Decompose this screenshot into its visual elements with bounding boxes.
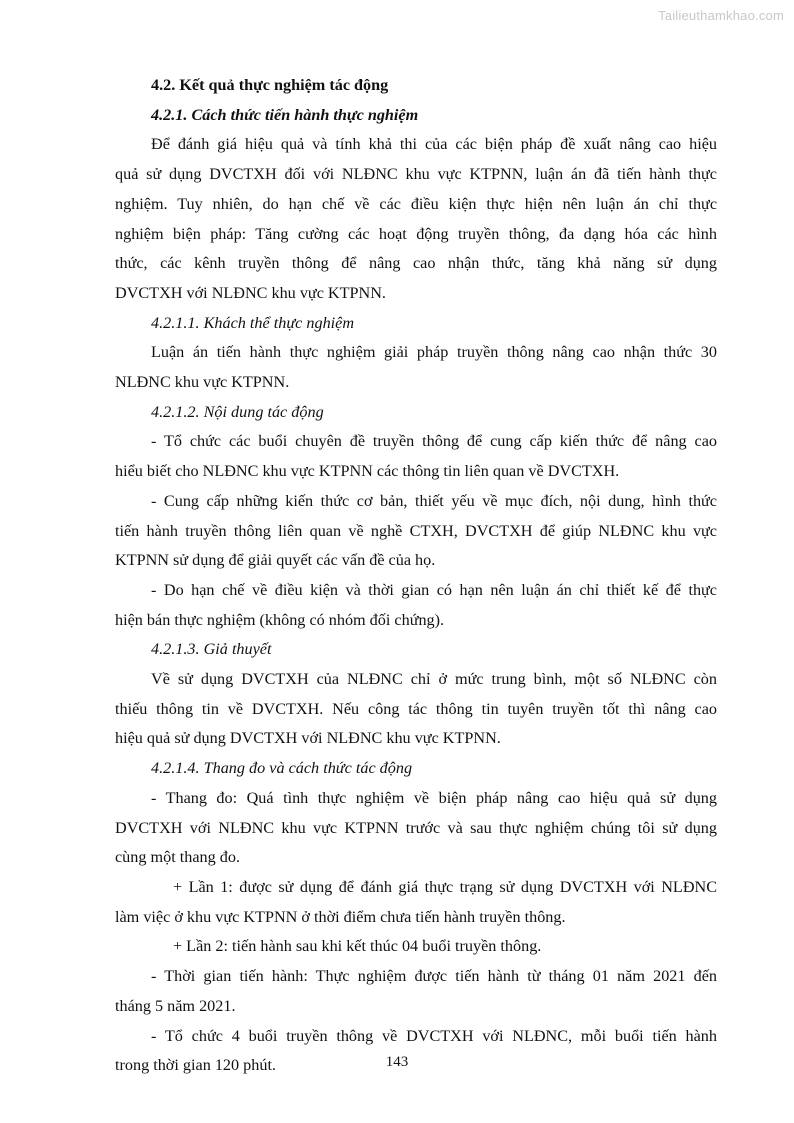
- paragraph-line: nghiệm biện pháp: Tăng cường các hoạt động truyền thông, đa dạng hóa các hình: [115, 224, 717, 243]
- paragraph-line: - Tổ chức các buổi chuyên đề truyền thông để cung cấp kiến thức để nâng cao: [151, 432, 717, 451]
- paragraph-line: KTPNN sử dụng để giải quyết các vấn đề của họ.: [115, 551, 436, 570]
- paragraph-line: + Lần 2: tiến hành sau khi kết thúc 04 buổi truyền thông.: [173, 937, 542, 956]
- paragraph-line: - Tổ chức 4 buổi truyền thông về DVCTXH với NLĐNC, mỗi buổi tiến hành: [151, 1026, 717, 1045]
- section-heading-4-2: 4.2. Kết quả thực nghiệm tác động: [151, 76, 389, 94]
- paragraph-line: - Thời gian tiến hành: Thực nghiệm được tiến hành từ tháng 01 năm 2021 đến: [151, 967, 717, 986]
- paragraph-line: nghiệm. Tuy nhiên, do hạn chế về các điều kiện thực hiện nên luận án chỉ thực: [115, 194, 717, 213]
- paragraph-line: Để đánh giá hiệu quả và tính khả thi của các biện pháp đề xuất nâng cao hiệu: [151, 135, 717, 154]
- subsection-heading-4-2-1-4: 4.2.1.4. Thang đo và cách thức tác động: [151, 759, 413, 778]
- paragraph-line: trong thời gian 120 phút.: [115, 1056, 276, 1075]
- paragraph-line: - Thang đo: Quá tình thực nghiệm về biện pháp nâng cao hiệu quả sử dụng: [151, 788, 717, 807]
- paragraph-line: hiểu biết cho NLĐNC khu vực KTPNN các thông tin liên quan về DVCTXH.: [115, 462, 620, 481]
- paragraph-line: tháng 5 năm 2021.: [115, 996, 236, 1015]
- subsection-heading-4-2-1-3: 4.2.1.3. Giả thuyết: [151, 640, 272, 659]
- paragraph-line: NLĐNC khu vực KTPNN.: [115, 373, 290, 392]
- paragraph-line: hiệu quả sử dụng DVCTXH với NLĐNC khu vực KTPNN.: [115, 729, 501, 748]
- paragraph-line: - Do hạn chế về điều kiện và thời gian có hạn nên luận án chỉ thiết kế để thực: [151, 580, 717, 599]
- paragraph-line: Luận án tiến hành thực nghiệm giải pháp truyền thông nâng cao nhận thức 30: [151, 343, 717, 362]
- paragraph-line: làm việc ở khu vực KTPNN ở thời điểm chưa tiến hành truyền thông.: [115, 907, 566, 926]
- paragraph-line: - Cung cấp những kiến thức cơ bản, thiết yếu về mục đích, nội dung, hình thức: [151, 491, 717, 510]
- paragraph-line: DVCTXH với NLĐNC khu vực KTPNN trước và sau thực nghiệm chúng tôi sử dụng: [115, 818, 717, 837]
- subsection-heading-4-2-1-1: 4.2.1.1. Khách thể thực nghiệm: [151, 313, 355, 332]
- paragraph-line: quả sử dụng DVCTXH đối với NLĐNC khu vực KTPNN, luận án đã tiến hành thực: [115, 165, 717, 184]
- section-heading-4-2-1: 4.2.1. Cách thức tiến hành thực nghiệm: [151, 105, 419, 124]
- paragraph-line: DVCTXH với NLĐNC khu vực KTPNN.: [115, 283, 386, 302]
- paragraph-line: thiếu thông tin về DVCTXH. Nếu công tác thông tin tuyên truyền tốt thì nâng cao: [115, 699, 717, 718]
- watermark: Tailieuthamkhao.com: [658, 8, 784, 23]
- paragraph-line: Về sử dụng DVCTXH của NLĐNC chỉ ở mức trung bình, một số NLĐNC còn: [151, 670, 717, 689]
- paragraph-line: hiện bán thực nghiệm (không có nhóm đối chứng).: [115, 610, 445, 629]
- paragraph-line: cùng một thang đo.: [115, 848, 240, 867]
- subsection-heading-4-2-1-2: 4.2.1.2. Nội dung tác động: [151, 402, 324, 421]
- paragraph-line: tiến hành truyền thông liên quan về nghề CTXH, DVCTXH để giúp NLĐNC khu vực: [115, 521, 717, 540]
- paragraph-line: thức, các kênh truyền thông để nâng cao nhận thức, tăng khả năng sử dụng: [115, 254, 717, 273]
- paragraph-line: + Lần 1: được sử dụng để đánh giá thực trạng sử dụng DVCTXH với NLĐNC: [173, 877, 717, 896]
- document-page: [115, 71, 717, 1081]
- page-number: 143: [385, 1054, 409, 1070]
